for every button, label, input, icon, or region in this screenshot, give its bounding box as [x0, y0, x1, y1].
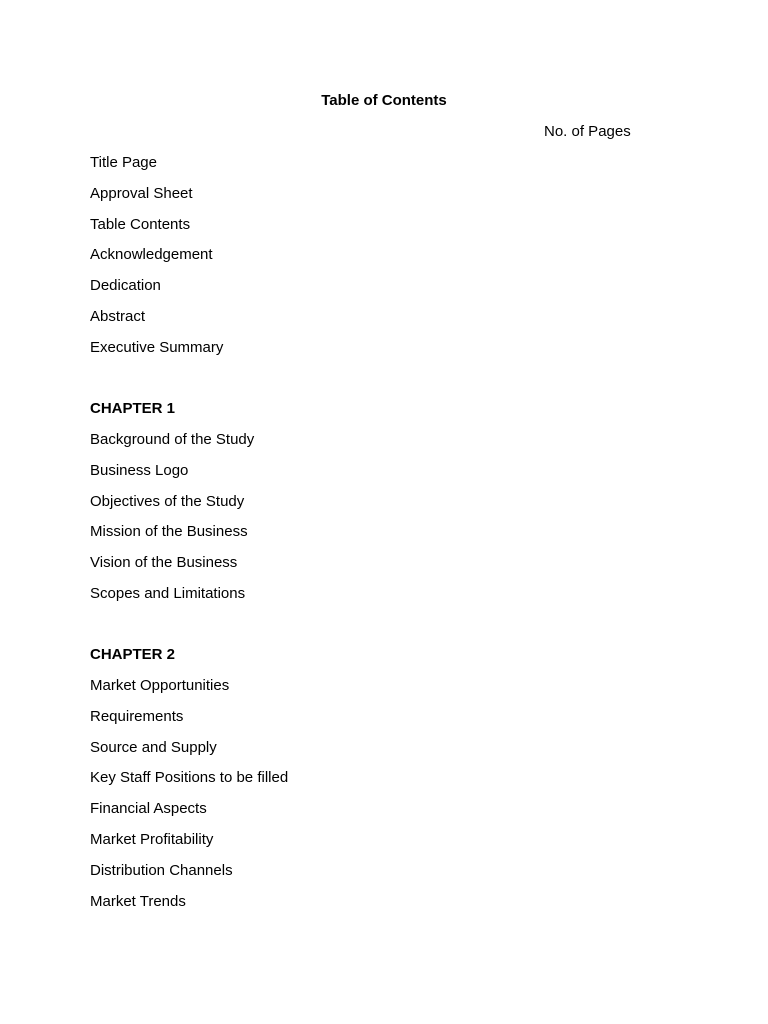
chapter-1-heading: CHAPTER 1 — [90, 400, 176, 417]
pages-column-header: No. of Pages — [544, 123, 631, 140]
chapter-2-heading: CHAPTER 2 — [90, 646, 176, 663]
chapter-2-list — [90, 677, 288, 923]
toc-entry-vision: Vision of the Business — [90, 554, 238, 572]
toc-entry-source-supply: Source and Supply — [90, 738, 217, 756]
toc-entry-key-staff: Key Staff Positions to be filled — [90, 769, 289, 787]
toc-entry-dedication: Dedication — [90, 277, 161, 295]
toc-entry-mission: Mission of the Business — [90, 523, 248, 541]
toc-entry-title-page: Title Page — [90, 154, 157, 171]
toc-entry-market-opportunities: Market Opportunities — [90, 677, 230, 694]
toc-entry-acknowledgement: Acknowledgement — [90, 246, 213, 264]
toc-entry-financial-aspects: Financial Aspects — [90, 800, 207, 818]
toc-entry-scopes: Scopes and Limitations — [90, 584, 246, 602]
toc-entry-requirements: Requirements — [90, 707, 184, 725]
toc-entry-objectives: Objectives of the Study — [90, 492, 245, 510]
toc-entry-market-profitability: Market Profitability — [90, 830, 214, 848]
toc-entry-market-trends: Market Trends — [90, 892, 186, 910]
toc-entry-abstract: Abstract — [90, 307, 146, 325]
toc-entry-background: Background of the Study — [90, 431, 255, 448]
toc-entry-distribution-channels: Distribution Channels — [90, 861, 233, 879]
toc-entry-table-contents: Table Contents — [90, 215, 191, 233]
toc-entry-business-logo: Business Logo — [90, 461, 189, 479]
toc-entry-executive-summary: Executive Summary — [90, 338, 224, 356]
chapter-1-list — [90, 431, 254, 616]
page-title: Table of Contents — [321, 92, 447, 109]
toc-entry-approval-sheet: Approval Sheet — [90, 184, 193, 202]
front-matter-list — [90, 154, 223, 370]
